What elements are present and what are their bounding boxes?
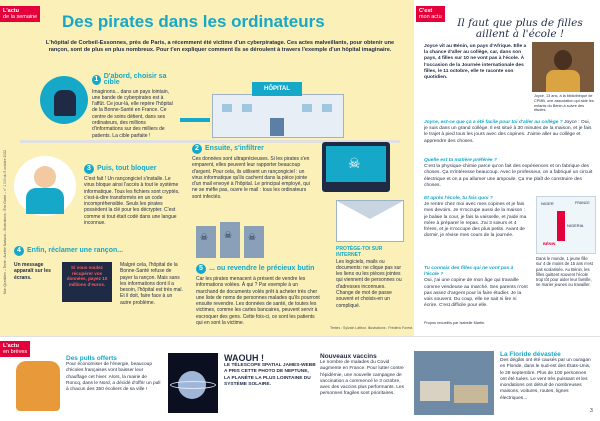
answer-1: Joyce : Oui, je suis dans un grand collège. Il est situé à 30 minutes de la maison, et je fais le trajet à pied tous les jours avec des copines. J'aime aller au collège et apprendre des choses. <box>424 120 592 144</box>
step-1-text: Imaginons... dans un pays lointain, une bande de cyberpirates est à l'affût. Ce jour-là, elle repère l'hôpital de la Bonne-Santé en France. Ce centre de soins détient, dans ses ordinateurs, des millions d'informations sur des milliers de patients. La cible parfaite ! <box>92 88 173 139</box>
benin-shape <box>557 211 565 241</box>
tag-main-label: L'actu <box>3 343 19 349</box>
step-3-title <box>84 164 182 174</box>
step-1 <box>92 74 174 139</box>
brief-3-title: Nouveaux vaccins <box>320 353 377 360</box>
step-2-number: 2 <box>192 144 202 154</box>
hurricane-photo <box>414 351 494 415</box>
answer-2: C'est la physique-chimie parce qu'on fait des expériences et on fabrique des choses. Ça m'intéresse beaucoup. Avec le professeur, on a fabriqué un circuit électrique et on a pu allumer une ampoule. Ça me plaît de construire des choses. <box>424 164 593 188</box>
neptune-photo <box>168 353 218 413</box>
brief-2-content <box>224 353 316 388</box>
article-credit: Textes : Sylvain Lafleur. Illustrations : Frédéric Forest. <box>330 326 414 330</box>
tag-sub-label: mon actu <box>419 14 442 20</box>
interview-credit: Propos recueillis par Isabelle Martin. <box>424 321 486 325</box>
interview-block-3 <box>424 196 528 239</box>
step-2-title <box>192 144 310 154</box>
window-icon <box>242 104 252 112</box>
brief-1-title: Des pulls offerts <box>66 355 117 362</box>
interview-intro: Joyce vit au Bénin, un pays d'Afrique. Elle a la chance d'aller au collège, car, dans son pays, 4 filles sur 10 ne vont pas à l'école. À l'occasion de la Journée internationale des filles, le 11 octobre, elle te raconte son quotidien. <box>424 44 527 81</box>
envelope-icon <box>337 201 403 219</box>
step-4-title-text: Enfin, réclamer une rançon... <box>27 246 124 254</box>
map-label-france: FRANCE <box>575 201 590 205</box>
step-2-text: Ces données sont ultraprécieuses. Si les pirates s'en emparent, elles peuvent leur rapporter beaucoup d'argent. Pour cela, ils utilisent un rançongiciel : un virus informatique qu'ils cachent dans la pièce jointe d'un mail envoyé à l'hôpital. Le principal employé, qui ne se méfie pas, ouvre le mail : tous les ordinateurs sont infectés. <box>192 156 310 200</box>
doctor-body <box>26 188 64 214</box>
section-tag-actu-semaine <box>0 6 40 22</box>
interview-block-1 <box>424 120 594 145</box>
brief-4-text: Des dégâts ont été causés par un ouragan en Floride, dans le sud-est des États-Unis, le 28 septembre. Plus de 100 personnes ont été tuées. Le vent très puissant et les inondations ont détruit de nombreuses maisons, voitures, routes, lignes électriques... <box>500 358 591 401</box>
skull-icon: ☠ <box>200 232 209 242</box>
protect-box-title: PROTÈGE-TOI SUR INTERNET <box>336 246 383 259</box>
map-label-niger: NIGER <box>541 201 554 206</box>
side-credit: Mon Quotidien – Texte : Aurélie Nadaud – Illustrations : Éric Gasté – n° 1 000 du 5 octobre 2022 <box>3 150 7 295</box>
step-5-text: Car les pirates menacent à présent de vendre les informations volées. À qui ? Par exemple à un marchand de documents volés prêt à acheter très cher une liste de noms de personnes malades qu'ils pourront ensuite revendre. Les données de santé, de toutes les victimes, comme les cartes bancaires, peuvent servir à escroquer des gens. Cette fois-ci, ce sont les patients qui en sont la victime. <box>196 276 320 327</box>
portrait-body <box>546 70 580 92</box>
page-title: Des pirates dans les ordinateurs <box>62 12 325 31</box>
question-3: Et après l'école, tu fais quoi ? <box>424 196 493 201</box>
hospital-sign: HÔPITAL <box>252 82 302 96</box>
tag-sub-label: de la semaine <box>3 14 38 20</box>
skull-icon: ☠ <box>248 232 257 242</box>
window-icon <box>222 104 232 112</box>
damaged-boat <box>420 381 450 401</box>
brief-1-text: Pour économiser de l'énergie, beaucoup d'écoles françaises vont baisser leur chauffage cet hiver. Alors, la mairie de Roncq, dans le Nord, a décidé d'offrir un pull à chacun des 350 écoliers de sa ville ! <box>66 362 161 393</box>
door-icon <box>270 118 284 136</box>
benin-map <box>536 196 596 254</box>
tag-main-label: C'est <box>419 8 433 14</box>
ransom-screen: Si vous voulez récupérer vos données, payez 10 millions d'euros. <box>62 262 112 302</box>
step-3-number: 3 <box>84 164 94 174</box>
damaged-boat <box>454 385 488 403</box>
server-illustration <box>196 218 276 262</box>
step-5 <box>196 264 320 326</box>
planet-ring-icon <box>170 381 216 389</box>
interview-article <box>414 0 600 336</box>
article-intro: L'hôpital de Corbeil-Essonnes, près de Paris, a récemment été victime d'un cyberpiratage. Ces actes malveillants, pour obtenir une rançon, sont de plus en plus nombreux. Pour t'en expliquer comment ils se déroulent à travers l'exemple d'un hôpital imaginaire. <box>45 40 395 53</box>
step-5-title <box>196 264 320 274</box>
brief-2-title: WAOUH ! <box>224 353 264 363</box>
doctor-illustration <box>14 156 76 216</box>
question-1: Joyce, est-ce que ça a été facile pour toi d'aller au collège ? <box>424 120 563 125</box>
brief-4-title: La Floride dévastée <box>500 351 561 358</box>
step-4-title <box>14 246 184 256</box>
step-2 <box>192 144 310 200</box>
portrait-head <box>554 50 572 70</box>
joyce-photo <box>532 42 594 92</box>
photo-caption: Joyce, 13 ans, à la bibliothèque de CPMB, une association qui aide les enfants du Bénin à suivre des études. <box>534 94 594 113</box>
skull-icon: ☠ <box>224 230 233 240</box>
brief-vaccins <box>320 337 406 421</box>
map-caption: Dans le monde, 1 jeune fille sur 4 de moins de 15 ans n'est pas scolarisée. Au Bénin, les filles quittent souvent l'école trop tôt pour aider leur famille, se marier jeunes ou travailler. <box>536 256 593 288</box>
tag-main-label: L'actu <box>3 8 19 14</box>
step-5-number: 5 <box>196 264 206 274</box>
interview-block-2 <box>424 158 594 189</box>
window-icon <box>302 104 312 112</box>
envelope-illustration <box>336 200 404 242</box>
page-number: 3 <box>590 408 593 414</box>
step-1-number: 1 <box>92 75 101 85</box>
step-3 <box>84 164 182 226</box>
window-icon <box>322 104 332 112</box>
infected-computer-illustration <box>322 142 390 192</box>
flow-arrow <box>180 118 210 122</box>
brief-2-text: LE TÉLESCOPE SPATIAL JAMES-WEBB A PRIS CETTE PHOTO DE NEPTUNE, LA PLANÈTE LA PLUS LOINTAINE DU SYSTÈME SOLAIRE. <box>224 363 316 387</box>
section-tag-mon-actu <box>416 6 445 22</box>
ransom-message-label: Un message apparaît sur les écrans. <box>14 262 51 281</box>
map-label-nigeria: NIGERIA <box>567 223 584 228</box>
brief-floride <box>410 337 596 421</box>
hacker-icon <box>54 90 76 116</box>
interview-title: Il faut que plus de filles aillent à l'école ! <box>457 17 583 40</box>
news-briefs <box>0 336 600 421</box>
brief-4-content <box>500 351 594 402</box>
brief-1-content <box>66 355 162 393</box>
step-4 <box>14 246 184 258</box>
tag-sub-label: en brèves <box>3 349 28 355</box>
brief-pulls <box>2 337 166 421</box>
step-1-title-text: D'abord, choisir sa cible <box>103 73 167 87</box>
step-1-title <box>92 74 174 87</box>
question-2: Quelle est ta matière préférée ? <box>424 158 497 163</box>
brief-neptune <box>168 337 318 421</box>
step-4-number: 4 <box>14 246 24 256</box>
answer-3: Je rentre chez moi avec mes copines et je fais mes devoirs. Je m'occupe aussi de la maison : je balaie la cour, je fais la vaisselle, et j'aide ma mère à préparer le repas. J'ai 3 sœurs et 4 frères, et je m'occupe des plus petits. Avant de dormir, je révise mes cours de la journée. <box>424 202 527 239</box>
map-label-benin: BÉNIN <box>543 241 556 246</box>
question-4: Tu connais des filles qui ne vont pas à l'école ? <box>424 266 514 278</box>
brief-3-content <box>320 353 406 398</box>
doctor-face <box>34 166 56 188</box>
protect-box-text: Les logiciels, mails ou documents: ne clique pas sur les liens ou les pièces jointes qui viennent de personnes ou d'adresses inconnues. Change de mot de passe souvent et choisis-en un compliqué. <box>336 258 402 309</box>
hospital-illustration <box>212 78 342 136</box>
skull-icon: ☠ <box>348 155 361 171</box>
step-2-title-text: Ensuite, s'infiltrer <box>205 144 264 152</box>
sweater-illustration <box>16 361 60 411</box>
interview-block-4 <box>424 266 528 309</box>
protect-box <box>336 246 404 309</box>
answer-4: Oui, j'ai une copine de mon âge qui travaille comme vendeuse au marché. Ses parents n'ont pas assez d'argent pour la faire étudier. Je la vois souvent. Du coup, elle ne sait ni lire ni écrire. C'est difficile pour elle. <box>424 278 528 309</box>
step-4-text: Malgré cela, l'hôpital de la Bonne-Santé refuse de payer la rançon. Mais sans les informations dont il a besoin, l'hôpital est très mal. Et il doit, faire face à un autre problème. <box>120 262 183 306</box>
step-5-title-text: ... ou revendre le précieux butin <box>209 264 315 272</box>
step-3-title-text: Puis, tout bloquer <box>97 164 157 172</box>
step-3-text: C'est fait ! Un rançongiciel s'installe. Le virus bloque ainsi l'accès à tout le système informatique. Tous les fichiers sont cryptés, c'est-à-dire transformés en un code incompréhensible. Seuls les pirates possèdent la clé pour les décrypter. C'est comme si tout était codé dans une langue inconnue. <box>84 176 180 227</box>
brief-3-text: Le nombre de malades du Covid augmente en France. Pour lutter contre l'épidémie, une nouvelle campagne de vaccination a commencé le 3 octobre, avec des vaccins plus performants. Les personnes fragiles sont prioritaires. <box>320 360 404 397</box>
